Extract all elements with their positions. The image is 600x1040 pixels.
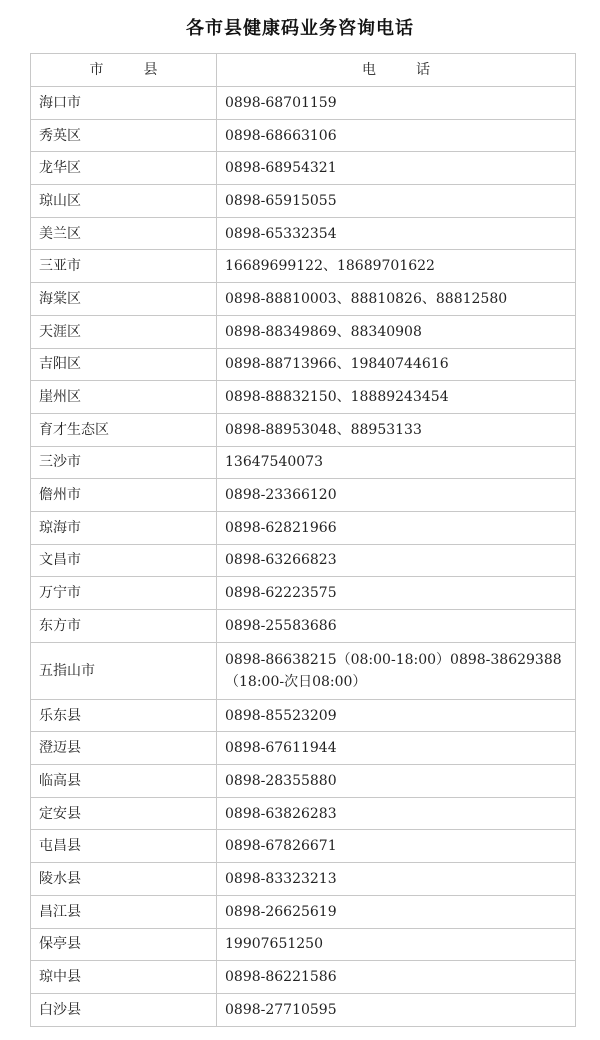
table-row xyxy=(31,895,576,928)
table-row xyxy=(31,577,576,610)
phone-cell: 0898-65332354 xyxy=(217,217,576,250)
phone-cell: 0898-23366120 xyxy=(217,479,576,512)
city-cell: 白沙县 xyxy=(31,993,217,1026)
phone-cell: 0898-67826671 xyxy=(217,830,576,863)
table-row xyxy=(31,863,576,896)
city-cell: 临高县 xyxy=(31,765,217,798)
table-row xyxy=(31,830,576,863)
city-cell: 三亚市 xyxy=(31,250,217,283)
header-phone xyxy=(217,54,576,87)
phone-cell: 13647540073 xyxy=(217,446,576,479)
phone-cell: 0898-88713966、19840744616 xyxy=(217,348,576,381)
phone-cell: 0898-68701159 xyxy=(217,87,576,120)
city-cell: 五指山市 xyxy=(31,642,217,699)
phone-table xyxy=(30,53,576,1027)
phone-cell: 0898-28355880 xyxy=(217,765,576,798)
phone-cell: 0898-88832150、18889243454 xyxy=(217,381,576,414)
phone-cell: 0898-86221586 xyxy=(217,961,576,994)
table-row xyxy=(31,185,576,218)
table-row xyxy=(31,544,576,577)
table-row xyxy=(31,381,576,414)
phone-cell: 0898-86638215（08:00-18:00）0898-38629388（18:00-次日08:00） xyxy=(217,642,576,699)
table-header-row xyxy=(31,54,576,87)
table-row xyxy=(31,413,576,446)
city-cell: 陵水县 xyxy=(31,863,217,896)
table-row xyxy=(31,732,576,765)
header-phone-char-2: 话 xyxy=(416,62,430,78)
table-row xyxy=(31,993,576,1026)
city-cell: 定安县 xyxy=(31,797,217,830)
city-cell: 昌江县 xyxy=(31,895,217,928)
header-city xyxy=(31,54,217,87)
phone-cell: 0898-65915055 xyxy=(217,185,576,218)
table-body xyxy=(31,87,576,1027)
city-cell: 海棠区 xyxy=(31,283,217,316)
table-row xyxy=(31,797,576,830)
phone-cell: 16689699122、18689701622 xyxy=(217,250,576,283)
table-row xyxy=(31,217,576,250)
header-city-char-2: 县 xyxy=(143,62,158,78)
city-cell: 屯昌县 xyxy=(31,830,217,863)
table-row xyxy=(31,511,576,544)
header-phone-char-1: 电 xyxy=(362,62,376,78)
phone-cell: 0898-68663106 xyxy=(217,119,576,152)
city-cell: 万宁市 xyxy=(31,577,217,610)
phone-cell: 0898-27710595 xyxy=(217,993,576,1026)
city-cell: 三沙市 xyxy=(31,446,217,479)
city-cell: 琼山区 xyxy=(31,185,217,218)
city-cell: 育才生态区 xyxy=(31,413,217,446)
table-row xyxy=(31,348,576,381)
phone-cell: 0898-88810003、88810826、88812580 xyxy=(217,283,576,316)
table-row xyxy=(31,87,576,120)
city-cell: 天涯区 xyxy=(31,315,217,348)
phone-cell: 0898-62821966 xyxy=(217,511,576,544)
phone-cell: 19907651250 xyxy=(217,928,576,961)
table-row xyxy=(31,119,576,152)
header-city-char-1: 市 xyxy=(89,62,104,78)
table-row xyxy=(31,642,576,699)
city-cell: 儋州市 xyxy=(31,479,217,512)
city-cell: 崖州区 xyxy=(31,381,217,414)
table-row xyxy=(31,152,576,185)
table-row xyxy=(31,446,576,479)
phone-cell: 0898-63826283 xyxy=(217,797,576,830)
city-cell: 琼中县 xyxy=(31,961,217,994)
phone-cell: 0898-68954321 xyxy=(217,152,576,185)
phone-cell: 0898-88349869、88340908 xyxy=(217,315,576,348)
city-cell: 乐东县 xyxy=(31,699,217,732)
table-row xyxy=(31,765,576,798)
city-cell: 东方市 xyxy=(31,610,217,643)
city-cell: 澄迈县 xyxy=(31,732,217,765)
phone-cell: 0898-67611944 xyxy=(217,732,576,765)
city-cell: 龙华区 xyxy=(31,152,217,185)
city-cell: 吉阳区 xyxy=(31,348,217,381)
phone-cell: 0898-85523209 xyxy=(217,699,576,732)
city-cell: 秀英区 xyxy=(31,119,217,152)
page-title: 各市县健康码业务咨询电话 xyxy=(186,18,414,39)
phone-cell: 0898-63266823 xyxy=(217,544,576,577)
phone-cell: 0898-88953048、88953133 xyxy=(217,413,576,446)
phone-cell: 0898-83323213 xyxy=(217,863,576,896)
phone-cell: 0898-26625619 xyxy=(217,895,576,928)
table-row xyxy=(31,315,576,348)
table-row xyxy=(31,928,576,961)
city-cell: 美兰区 xyxy=(31,217,217,250)
city-cell: 文昌市 xyxy=(31,544,217,577)
city-cell: 琼海市 xyxy=(31,511,217,544)
table-row xyxy=(31,250,576,283)
table-row xyxy=(31,961,576,994)
table-row xyxy=(31,610,576,643)
table-row xyxy=(31,699,576,732)
city-cell: 保亭县 xyxy=(31,928,217,961)
table-row xyxy=(31,283,576,316)
phone-cell: 0898-62223575 xyxy=(217,577,576,610)
phone-cell: 0898-25583686 xyxy=(217,610,576,643)
city-cell: 海口市 xyxy=(31,87,217,120)
table-row xyxy=(31,479,576,512)
